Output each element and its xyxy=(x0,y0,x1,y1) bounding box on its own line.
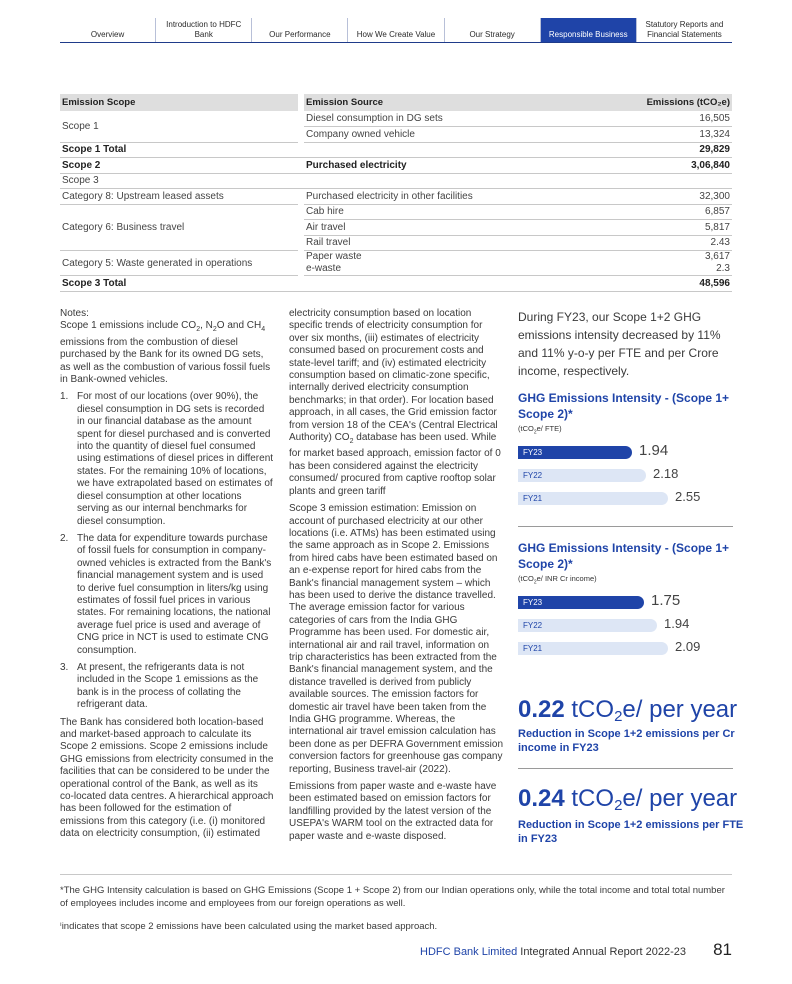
table-row-total xyxy=(60,142,732,158)
cell-source: Cab hire xyxy=(304,204,592,220)
notes-title: Notes: xyxy=(60,308,89,319)
chart2-value-label: 2.09 xyxy=(675,639,701,654)
chart1-bar-row xyxy=(518,466,733,482)
notes-column xyxy=(60,308,274,846)
table-row-total xyxy=(60,276,732,292)
list-item: 2. The data for expenditure towards purchase of fossil fuels for consumption in company-owned vehicles is extracted from the Bank's financial management system and is used to derive fuel consumption in liters/kg using estimates of fossil fuel prices in various states. For remaining locations, the national average fuel price is used and average of CNG price in NCT is used to estimate CNG consumption. xyxy=(60,532,272,656)
chart2-bar-row xyxy=(518,592,733,609)
intensity-intro-text: During FY23, our Scope 1+2 GHG emissions intensity decreased by 11% and 11% y-o-y per FTE and per Crore income, respectively. xyxy=(518,310,721,378)
cell-value: 13,324 xyxy=(592,127,732,143)
footnote-divider xyxy=(60,874,732,875)
header-emissions: Emissions (tCO₂e) xyxy=(592,94,732,111)
list-item: 3. At present, the refrigerants data is not included in the Scope 1 emissions as the bank is in the process of collating the refrigerant data. xyxy=(60,661,259,711)
cell-source: Rail travel xyxy=(304,235,592,251)
cell-source: Purchased electricity xyxy=(304,158,592,174)
chart2-category-label: FY23 xyxy=(523,598,543,607)
chart2-heading xyxy=(518,540,733,586)
page-number: 81 xyxy=(713,940,732,959)
chart2-unit: (tCO$_2$e/ INR Cr income) xyxy=(518,574,597,586)
table-row xyxy=(60,111,732,127)
cell-scope: Scope 2 xyxy=(60,158,298,174)
chart1-bar-fy23 xyxy=(518,446,632,459)
table-row xyxy=(60,173,732,189)
chart2-bar-fy22 xyxy=(518,619,657,632)
chart1-value-label: 2.55 xyxy=(675,489,701,504)
chart2-category-label: FY22 xyxy=(523,621,543,630)
chart1-heading xyxy=(518,390,733,436)
chart1-bar-fy22 xyxy=(518,469,646,482)
chart2-bar-row xyxy=(518,639,733,655)
cell-value: 2.43 xyxy=(592,235,732,251)
footnote-market-based: ⁱindicates that scope 2 emissions have been calculated using the market based approach. xyxy=(60,921,438,932)
chart2-bar-fy23 xyxy=(518,596,644,609)
cell-source: Purchased electricity in other facilities xyxy=(304,189,592,205)
cell-scope: Scope 3 xyxy=(60,173,298,189)
divider xyxy=(518,526,733,527)
list-item: 1. For most of our locations (over 90%), the diesel consumption in DG sets is recorded in our financial database as the amount spent for diesel purchased and is converted into the quantity of diesel fuel consumed using estimations of diesel prices in different states. For the remaining 10% of locations, we have extrapolated based on estimates of diesel consumption at other locations serving as our internal benchmarks for diesel consumption. xyxy=(60,391,274,527)
methodology-paragraph: Scope 3 emission estimation: Emission on account of purchased electricity at our other locations (i.e. ATMs) has been estimated using the same approach as in Scope 2. Emissions from hired cabs have been estimated based on an e-expense report for hired cabs from the Bank's financial management system – which has been used to derive the distance travelled. The average emission factor for various categories of cars from the India GHG Programme has been used. For domestic air, international air and rail travel, information on trip characteristics has been extracted from the Bank's financial management system, and the distance travelled is derived from publicly available sources. The emission factors for domestic air travel have been taken from the India GHG programme. Whereas, the international air travel emission calculation has been done as per DEFRA Government emission conversion factors for greenhouse gas company reporting, Business travel-air (2022). xyxy=(289,503,503,775)
chart2-bars xyxy=(518,592,733,660)
chart1-category-label: FY21 xyxy=(523,494,543,503)
report-footer xyxy=(420,946,686,958)
chart2-value-label: 1.94 xyxy=(664,616,690,631)
notes-paragraph: The Bank has considered both location-based and market-based approach to calculate its Scope 2 emissions. Scope 2 emissions include GHG emissions from electricity consumed in the facilities that can be considered to be under the operational control of the Bank, as well as its co-located data centres. A hierarchical approach has been followed for the estimation of emissions from this category (i.e. (i) monitored data on electricity consumption, (ii) estimated xyxy=(60,716,274,840)
report-name: Integrated Annual Report 2022-23 xyxy=(517,946,686,958)
cell-source: Air travel xyxy=(304,220,592,236)
chart1-bars xyxy=(518,442,733,510)
footnote-intensity: *The GHG Intensity calculation is based on GHG Emissions (Scope 1 + Scope 2) from our Indian operations only, while the total income and total total number of employees includes income and employees from our foreign operations as well. xyxy=(60,885,725,909)
table-row xyxy=(60,189,732,205)
header-emission-source: Emission Source xyxy=(304,94,592,111)
notes-paragraph: Scope 1 emissions include $CO_2$, $N_2O$ and $CH_4$ emissions from the combustion of diesel purchased by the Bank for its owned DG sets, as well as the combustion of various fossil fuels in Bank-owned vehicles. xyxy=(60,320,271,386)
intensity-reduction-fte: 0.24 tCO$_2$e/ per year xyxy=(518,785,738,814)
intensity-reduction-income: 0.22 tCO$_2$e/ per year xyxy=(518,696,738,725)
table-row xyxy=(60,251,732,264)
nav-tab-responsible-business[interactable]: Responsible Business xyxy=(540,18,636,42)
nav-tab-overview[interactable]: Overview xyxy=(90,30,125,39)
cell-source: Paper waste xyxy=(306,251,362,262)
methodology-column xyxy=(289,308,503,848)
cell-scope: Category 8: Upstream leased assets xyxy=(60,189,298,205)
chart1-value-label: 1.94 xyxy=(639,442,669,459)
cell-scope: Scope 1 Total xyxy=(60,142,298,158)
header-emission-scope: Emission Scope xyxy=(60,94,298,111)
nav-tab-statutory-reports[interactable]: Statutory Reports and Financial Statements xyxy=(636,18,732,42)
cell-value: 2.3 xyxy=(592,263,732,276)
table-header-row xyxy=(60,94,732,111)
cell-value: 32,300 xyxy=(592,189,732,205)
nav-tab-performance[interactable]: Our Performance xyxy=(251,18,347,42)
section-nav xyxy=(60,18,732,43)
brand-name: HDFC Bank Limited xyxy=(420,946,518,958)
methodology-paragraph: Emissions from paper waste and e-waste have been estimated based on emission factors for landfilling provided by the latest version of the USEPA's WARM tool on the extracted data for paper waste and e-waste disposed. xyxy=(289,781,497,842)
notes-list xyxy=(60,391,274,711)
cell-value: 5,817 xyxy=(592,220,732,236)
chart2-value-label: 1.75 xyxy=(651,592,681,609)
cell-scope: Category 5: Waste generated in operations xyxy=(60,251,298,276)
table-row xyxy=(60,204,732,220)
cell-value: 6,857 xyxy=(592,204,732,220)
chart1-title: GHG Emissions Intensity - (Scope 1+ Scope 2)* xyxy=(518,391,730,421)
chart1-category-label: FY22 xyxy=(523,471,543,480)
chart1-value-label: 2.18 xyxy=(653,466,679,481)
nav-tab-strategy[interactable]: Our Strategy xyxy=(444,18,540,42)
cell-value: 3,617 xyxy=(704,251,730,262)
table-row xyxy=(60,158,732,174)
intensity-reduction-fte-desc: Reduction in Scope 1+2 emissions per FTE in FY23 xyxy=(518,819,744,845)
chart1-category-label: FY23 xyxy=(523,448,543,457)
cell-scope: Scope 3 Total xyxy=(60,276,298,292)
divider xyxy=(518,768,733,769)
emissions-table xyxy=(60,94,732,292)
methodology-paragraph: electricity consumption based on location specific trends of electricity consumption for over six months, (iii) estimates of electricity consumed based on procurement costs and state-level tariff; and (iv) estimated electricity consumption based on climatic-zone specific, internally derived electricity consumption benchmarks; in that order). For location based approach, in all cases, the Grid emission factor from version 18 of the CEA's (Central Electrical Authority) $CO_2$ database has been used. While for market based approach, emission factor of 0 has been considered against the electricity consumed/ procured from captive rooftop solar plants and green tariff xyxy=(289,308,501,497)
chart2-bar-fy21 xyxy=(518,642,668,655)
cell-scope: Category 6: Business travel xyxy=(60,204,298,251)
nav-tab-introduction[interactable]: Introduction to HDFC Bank xyxy=(155,18,251,42)
cell-value: 29,829 xyxy=(592,142,732,158)
cell-value: 48,596 xyxy=(592,276,732,292)
chart1-bar-row xyxy=(518,489,733,505)
chart1-unit: (tCO$_2$e/ FTE) xyxy=(518,424,562,436)
cell-source: Company owned vehicle xyxy=(304,127,592,143)
cell-value: 3,06,840 xyxy=(592,158,732,174)
chart2-category-label: FY21 xyxy=(523,644,543,653)
intensity-reduction-income-desc: Reduction in Scope 1+2 emissions per Cr income in FY23 xyxy=(518,728,735,754)
cell-value: 16,505 xyxy=(592,111,732,127)
nav-tab-create-value[interactable]: How We Create Value xyxy=(347,18,443,42)
chart1-bar-fy21 xyxy=(518,492,668,505)
chart2-bar-row xyxy=(518,616,733,632)
cell-source: Diesel consumption in DG sets xyxy=(304,111,592,127)
cell-scope: Scope 1 xyxy=(60,111,298,142)
cell-source: e-waste xyxy=(304,263,592,276)
chart2-title: GHG Emissions Intensity - (Scope 1+ Scope 2)* xyxy=(518,541,730,571)
chart1-bar-row xyxy=(518,442,733,459)
